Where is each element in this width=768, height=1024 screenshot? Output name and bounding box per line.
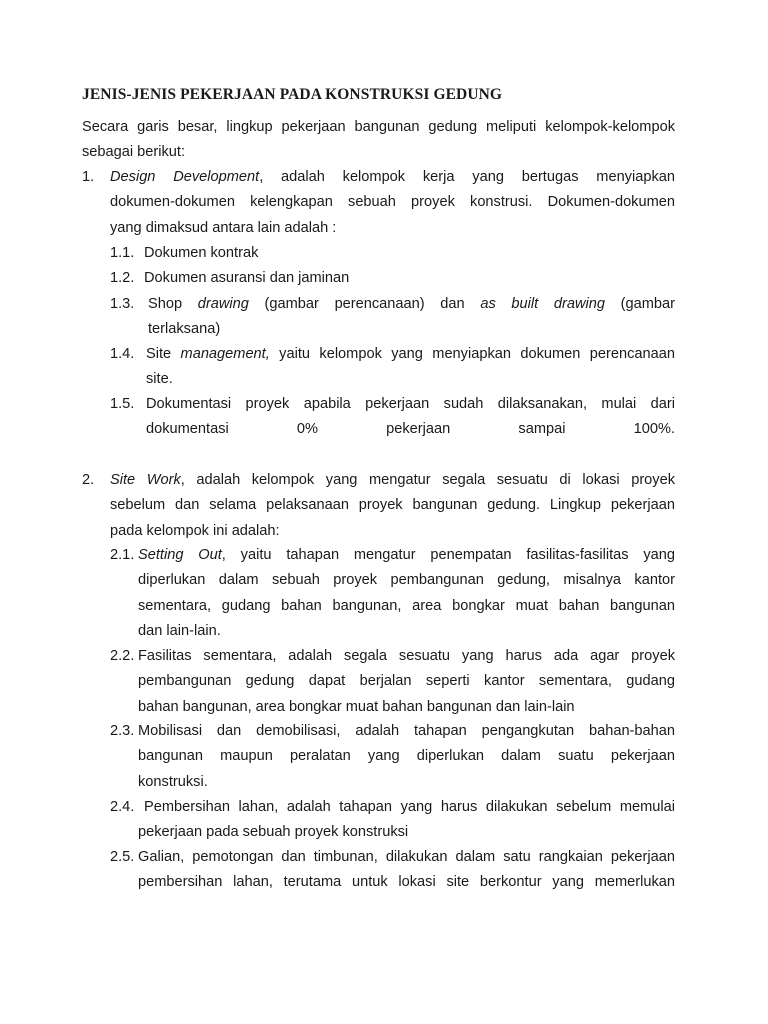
item-continuation: pembangunan gedung dapat berjalan seperti kantor sementara, gudang	[138, 673, 675, 690]
item-text: Dokumentasi proyek apabila pekerjaan sudah dilaksanakan, mulai dari	[146, 396, 675, 412]
list-item	[110, 719, 675, 795]
item-continuation: konstruksi.	[138, 773, 208, 790]
section-2-line-1: Site Work, adalah kelompok yang mengatur segala sesuatu di lokasi proyek	[110, 472, 676, 488]
section-2-line-2: sebelum dan selama pelaksanaan proyek bangunan gedung. Lingkup pekerjaan	[110, 497, 675, 514]
item-number: 1.4.	[110, 346, 135, 362]
item-number: 1.5.	[110, 396, 135, 412]
item-continuation: pembersihan lahan, terutama untuk lokasi site berkontur yang memerlukan	[138, 874, 675, 891]
intro-line-1: Secara garis besar, lingkup pekerjaan bangunan gedung meliputi kelompok-kelompok	[82, 119, 675, 135]
section-2-paragraph	[110, 468, 675, 544]
item-number: 2.4.	[110, 799, 135, 815]
list-item	[110, 392, 675, 443]
item-text: Dokumen asuransi dan jaminan	[144, 270, 350, 286]
item-text: Setting Out, yaitu tahapan mengatur penempatan fasilitas-fasilitas yang	[138, 547, 676, 563]
section-1-line-2: dokumen-dokumen kelengkapan sebuah proyek konstrusi. Dokumen-dokumen	[110, 194, 675, 211]
intro-paragraph	[82, 115, 675, 166]
item-number: 1.1.	[110, 245, 135, 261]
item-number: 2.3.	[110, 723, 135, 739]
section-1-number: 1.	[82, 169, 95, 185]
list-item	[110, 543, 675, 644]
list-item	[110, 292, 675, 343]
intro-line-2: sebagai berikut:	[82, 144, 186, 161]
item-text: Fasilitas sementara, adalah segala sesuatu yang harus ada agar proyek	[138, 648, 675, 664]
section-2-term: Site Work	[110, 472, 181, 488]
item-number: 2.1.	[110, 547, 135, 563]
item-text: Mobilisasi dan demobilisasi, adalah tahapan pengangkutan bahan-bahan	[138, 723, 675, 739]
list-item	[110, 266, 675, 291]
item-continuation: diperlukan dalam sebuah proyek pembangunan gedung, misalnya kantor	[138, 572, 675, 589]
item-text: Shop drawing (gambar perencanaan) dan as built drawing (gambar	[148, 296, 675, 312]
item-number: 1.2.	[110, 270, 135, 286]
list-item	[110, 644, 675, 720]
section-1-paragraph	[110, 165, 675, 241]
item-number: 2.2.	[110, 648, 135, 664]
section-2-line-3: pada kelompok ini adalah:	[110, 522, 280, 539]
item-number: 2.5.	[110, 849, 135, 865]
item-number: 1.3.	[110, 296, 135, 312]
item-continuation: sementara, gudang bahan bangunan, area bongkar muat bahan bangunan	[138, 597, 675, 614]
item-continuation: site.	[146, 371, 173, 388]
list-item	[110, 795, 675, 846]
item-continuation: terlaksana)	[148, 321, 221, 338]
page-title: JENIS-JENIS PEKERJAAN PADA KONSTRUKSI GEDUNG	[82, 86, 503, 103]
item-continuation: dan lain-lain.	[138, 622, 221, 639]
item-text: Pembersihan lahan, adalah tahapan yang harus dilakukan sebelum memulai	[144, 799, 675, 815]
item-continuation: dokumentasi 0% pekerjaan sampai 100%.	[146, 421, 675, 438]
section-1-line-1-text: , adalah kelompok kerja yang bertugas menyiapkan	[259, 169, 675, 185]
item-text: Site management, yaitu kelompok yang menyiapkan dokumen perencanaan	[146, 346, 675, 362]
list-item	[110, 845, 675, 896]
item-text: Dokumen kontrak	[144, 245, 259, 261]
item-continuation: pekerjaan pada sebuah proyek konstruksi	[138, 824, 409, 841]
item-text: Galian, pemotongan dan timbunan, dilakukan dalam satu rangkaian pekerjaan	[138, 849, 675, 865]
section-2-number: 2.	[82, 472, 95, 488]
list-item	[110, 241, 675, 266]
list-item	[110, 342, 675, 393]
section-1-term: Design Development	[110, 169, 260, 185]
section-1-line-1	[110, 165, 675, 190]
item-continuation: bangunan maupun peralatan yang diperlukan dalam suatu pekerjaan	[138, 748, 675, 765]
section-1-line-3: yang dimaksud antara lain adalah :	[110, 219, 337, 236]
item-continuation: bahan bangunan, area bongkar muat bahan bangunan dan lain-lain	[138, 698, 575, 715]
